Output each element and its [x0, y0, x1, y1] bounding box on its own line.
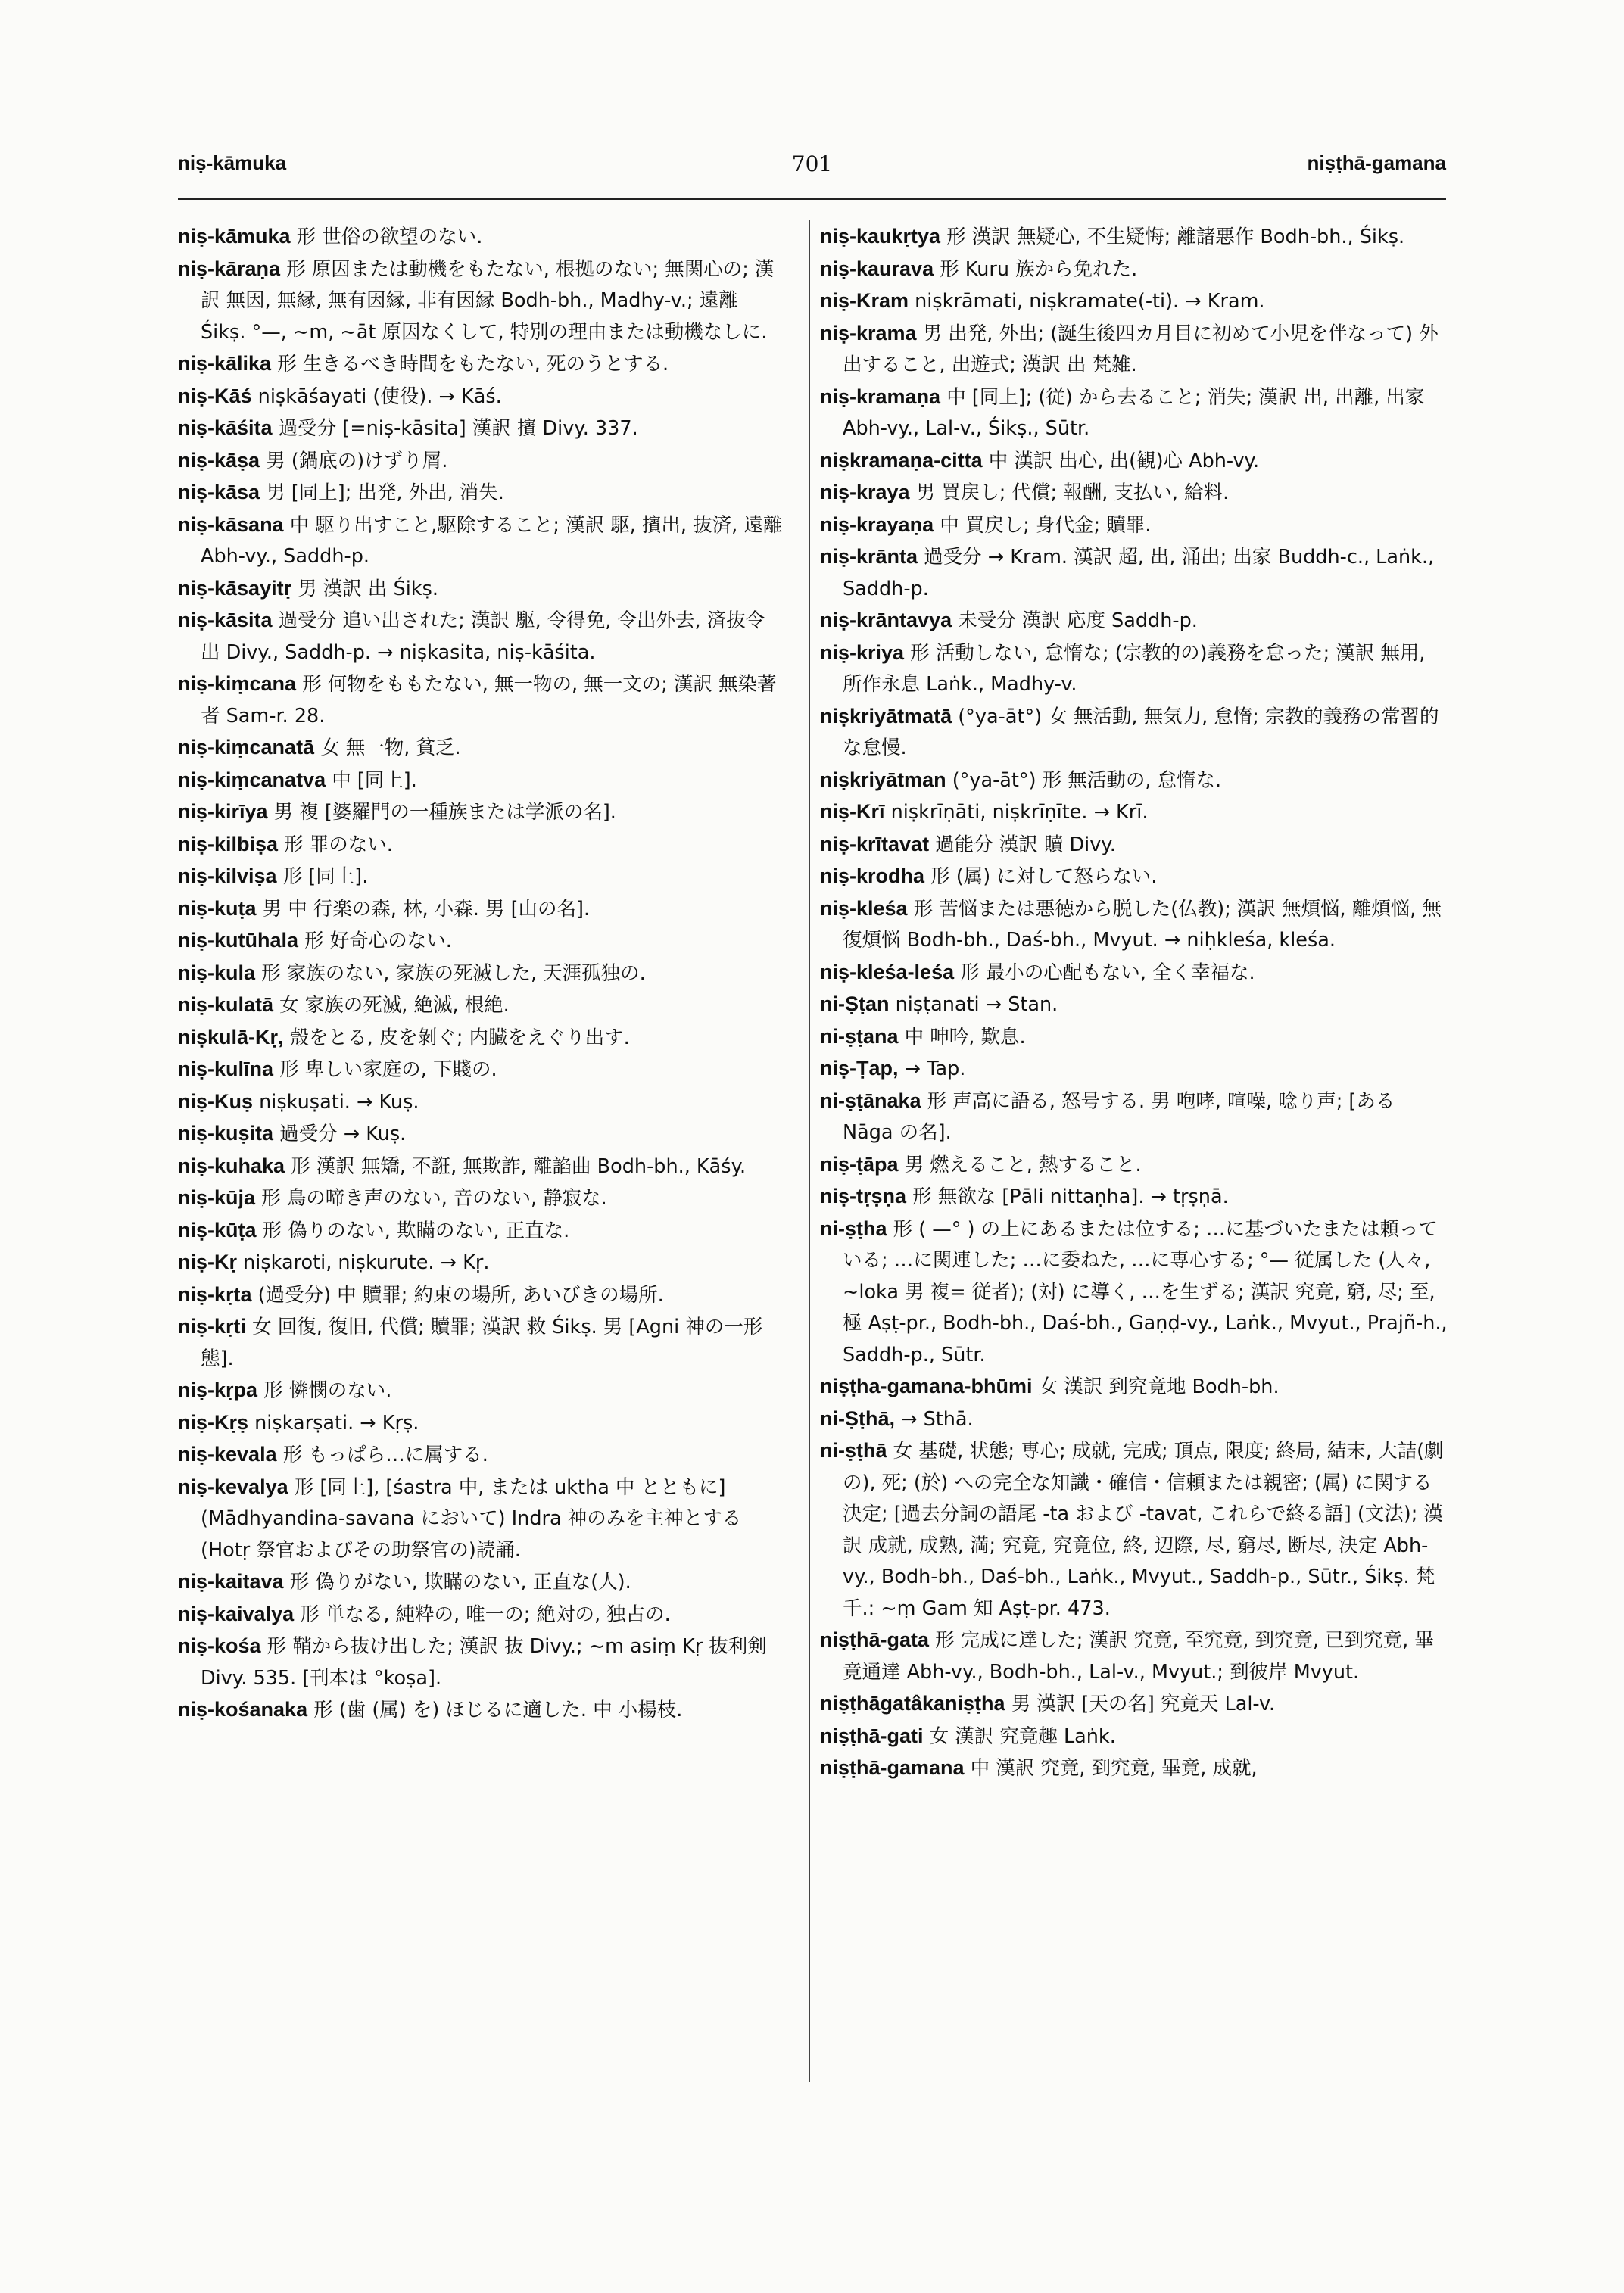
entry-definition: 過受分 → Kuṣ. [279, 1123, 407, 1145]
dictionary-entry [820, 605, 1448, 637]
dictionary-entry [820, 1435, 1448, 1625]
dictionary-entry [820, 285, 1448, 318]
entry-definition: 形 声高に語る, 怒号する. 男 咆哮, 喧噪, 唸り声; [ある Nāga の名]. [843, 1089, 1395, 1144]
entry-headword: niṣ-Krī [820, 800, 885, 823]
entry-definition: 中 漢訳 究竟, 到究竟, 畢竟, 成就, [970, 1757, 1258, 1780]
entry-definition: 形 生きるべき時間をもたない, 死のうとする. [277, 353, 669, 375]
dictionary-entry [178, 1182, 784, 1215]
entry-definition: 形 [同上]. [282, 865, 369, 888]
entry-headword: niṣṭhā-gati [820, 1724, 924, 1747]
entry-definition: 形 原因または動機をもたない, 根拠のない; 無関心の; 漢訳 無因, 無縁, 無有因縁, 非有因縁 Bodh-bh., Madhy-v.; 遠離 Śikṣ. °—, ~m, ~āt 原因なくして, 特別の理由または動機なしに. [201, 257, 775, 344]
entry-definition: (°ya-āt°) 女 無活動, 無気力, 怠惰; 宗教的義務の常習的な怠慢. [843, 705, 1439, 759]
entry-definition: niṣkrīṇāti, niṣkrīṇīte. → Krī. [890, 801, 1149, 824]
dictionary-entry [820, 318, 1448, 382]
dictionary-entry [820, 701, 1448, 765]
entry-headword: ni-Ṣṭhā, [820, 1407, 895, 1430]
entry-definition: 形 漢訳 無疑心, 不生疑悔; 離諸悪作 Bodh-bh., Śikṣ. [946, 226, 1405, 248]
entry-headword: niṣ-kevala [178, 1443, 277, 1466]
entry-definition: 形 活動しない, 怠惰な; (宗教的の)義務を怠った; 漢訳 無用, 所作永息 Laṅk., Madhy-v. [843, 641, 1426, 696]
entry-headword: niṣ-kaukṛtya [820, 225, 941, 248]
dictionary-entry [178, 925, 784, 958]
entry-headword: ni-ṣṭānaka [820, 1089, 921, 1112]
dictionary-entry [178, 1566, 784, 1599]
entry-headword: niṣ-tṛṣṇa [820, 1185, 907, 1207]
entry-headword: niṣ-kāsayitṛ [178, 576, 292, 600]
dictionary-entry [178, 1439, 784, 1472]
entry-definition: 女 漢訳 究竟趣 Laṅk. [929, 1724, 1116, 1748]
entry-definition: niṣkarṣati. → Kṛṣ. [254, 1411, 419, 1435]
entry-headword: niṣ-kaivalya [178, 1602, 295, 1625]
dictionary-entry [820, 796, 1448, 829]
entry-definition: 中 買戻し; 身代金; 贖罪. [940, 513, 1152, 537]
entry-definition: 過受分 [=niṣ-kāsita] 漢訳 擯 Divy. 337. [278, 417, 638, 440]
dictionary-entry [178, 668, 784, 732]
left-column [178, 221, 784, 1727]
entry-headword: niṣ-Kṛṣ [178, 1410, 249, 1434]
dictionary-entry [178, 958, 784, 990]
entry-definition: 形 世俗の欲望のない. [296, 226, 483, 248]
entry-headword: niṣ-krama [820, 321, 917, 344]
dictionary-entry [820, 957, 1448, 989]
entry-definition: 男 買戻し; 代償; 報酬, 支払い, 給料. [915, 481, 1230, 504]
dictionary-entry [178, 509, 784, 573]
dictionary-entry [178, 732, 784, 765]
entry-definition: 男 中 行楽の森, 林, 小森. 男 [山の名]. [262, 897, 591, 921]
dictionary-entry [178, 348, 784, 381]
entry-definition: 過受分 → Kram. 漢訳 超, 出, 涌出; 出家 Buddh-c., Laṅk., Saddh-p. [843, 546, 1435, 600]
dictionary-entry [820, 1625, 1448, 1688]
entry-headword: niṣ-Ṭap, [820, 1057, 899, 1080]
dictionary-entry [178, 221, 784, 254]
dictionary-entry [178, 605, 784, 668]
entry-headword: niṣ-Kṛ [178, 1251, 238, 1273]
dictionary-entry [178, 829, 784, 861]
entry-definition: 男 (鍋底の)けずり屑. [266, 449, 448, 472]
entry-headword: niṣ-kuhaka [178, 1154, 285, 1177]
entry-headword: ni-Ṣṭan [820, 992, 890, 1015]
dictionary-entry [178, 1375, 784, 1407]
entry-headword: niṣ-kāṣa [178, 448, 260, 472]
entry-headword: niṣ-kāsita [178, 609, 273, 631]
entry-headword: niṣ-kirīya [178, 800, 268, 823]
entry-headword: niṣ-kṛti [178, 1315, 247, 1338]
entry-definition: 形 無欲な [Pāli nittaṇha]. → tṛṣṇā. [912, 1185, 1229, 1208]
dictionary-entry [178, 1694, 784, 1727]
entry-definition: 男 出発, 外出; (誕生後四カ月目に初めて小児を伴なって) 外出すること, 出遊式; 漢訳 出 梵雑. [843, 322, 1439, 376]
entry-definition: niṣkaroti, niṣkurute. → Kṛ. [243, 1251, 490, 1274]
dictionary-entry [820, 989, 1448, 1021]
dictionary-entry [178, 989, 784, 1022]
entry-definition: 形 卑しい家庭の, 下賤の. [279, 1058, 497, 1081]
entry-definition: 形 Kuru 族から免れた. [940, 257, 1138, 281]
dictionary-entry [820, 1371, 1448, 1404]
entry-definition: niṣkrāmati, niṣkramate(-ti). → Kram. [915, 290, 1265, 313]
entry-definition: 形 単なる, 純粋の, 唯一の; 絶対の, 独占の. [300, 1603, 671, 1626]
entry-headword: niṣ-kula [178, 961, 256, 984]
entry-definition: 男 燃えること, 熱すること. [904, 1153, 1142, 1176]
entry-headword: niṣ-kriya [820, 640, 905, 664]
entry-headword: niṣ-krītavat [820, 832, 930, 855]
dictionary-entry [820, 893, 1448, 957]
entry-definition: 形 鞘から抜け出した; 漢訳 抜 Divy.; ~m asiṃ Kṛ 抜利剣 Divy. 535. [刊本は °koṣa]. [201, 1635, 767, 1690]
entry-headword: niṣkriyātmatā [820, 704, 952, 727]
entry-definition: → Sthā. [901, 1407, 974, 1431]
entry-definition: 中 漢訳 出心, 出(観)心 Abh-vy. [988, 449, 1260, 472]
entry-definition: 形 もっぱら…に属する. [282, 1444, 488, 1466]
page-number: 701 [791, 151, 833, 176]
entry-headword: niṣ-ṭāpa [820, 1152, 899, 1176]
entry-definition: 形 最小の心配もない, 全く幸福な. [960, 961, 1255, 984]
dictionary-entry [820, 1021, 1448, 1054]
dictionary-entry [820, 445, 1448, 478]
entry-headword: niṣ-kūja [178, 1186, 256, 1209]
entry-definition: (過受分) 中 贖罪; 約束の場所, あいびきの場所. [257, 1283, 664, 1307]
entry-headword: niṣ-kāśita [178, 416, 273, 439]
dictionary-entry [178, 1118, 784, 1151]
entry-headword: niṣ-Kāś [178, 384, 252, 407]
entry-headword: niṣkulā-Kṛ, [178, 1025, 284, 1048]
entry-headword: niṣ-kiṃcanatva [178, 768, 326, 791]
entry-definition: 女 基礎, 状態; 専心; 成就, 完成; 頂点, 限度; 終局, 結末, 大詰(劇の), 死; (於) への完全な知識・確信・信頼または親密; (属) に関する決定; [過去分詞の語尾 -ta および -tavat, これらで終る語] (文法); 漢訳 成就, 成熟, 満; 究竟, 究竟位, 終, 辺際, 尽, 窮尽, 断尽, 決定 Abh-vy., Bodh-bh., Daś-bh., Laṅk., Mvyut., Saddh-p., Sūtr., Śikṣ. 梵千.: ~ṃ Gam 知 Aṣṭ-pr. 473. [843, 1440, 1444, 1620]
dictionary-entry [820, 1752, 1448, 1785]
entry-headword: niṣ-kośa [178, 1634, 261, 1657]
entry-definition: niṣṭanati → Stan. [895, 993, 1058, 1016]
entry-headword: niṣ-krāntavya [820, 609, 952, 631]
dictionary-entry [178, 445, 784, 478]
entry-headword: niṣ-kleśa-leśa [820, 960, 955, 983]
entry-definition: 未受分 漢訳 応度 Saddh-p. [958, 609, 1198, 632]
entry-definition: 形 [同上], [śastra 中, または uktha 中 とともに] (Mādhyandina-savana において) Indra 神のみを主神とする (Hotṛ 祭官およびその助祭官の)読誦. [201, 1475, 742, 1562]
entry-headword: niṣ-kūṭa [178, 1218, 257, 1242]
dictionary-entry [178, 893, 784, 926]
dictionary-entry [178, 381, 784, 413]
dictionary-entry [178, 573, 784, 606]
entry-definition: 過能分 漢訳 贖 Divy. [935, 833, 1116, 856]
entry-headword: niṣṭhā-gata [820, 1628, 930, 1651]
entry-headword: niṣ-kulatā [178, 993, 274, 1016]
dictionary-entry [178, 1086, 784, 1119]
entry-headword: niṣ-kṛta [178, 1282, 252, 1306]
dictionary-entry [820, 1086, 1448, 1149]
header-rule [178, 198, 1446, 200]
entry-headword: ni-ṣṭha [820, 1217, 887, 1240]
entry-definition: 形 憐憫のない. [263, 1379, 392, 1402]
dictionary-entry [820, 1404, 1448, 1436]
entry-definition: 過受分 追い出された; 漢訳 駆, 令得免, 令出外去, 済抜令出 Divy., Saddh-p. → niṣkasita, niṣ-kāśita. [201, 609, 765, 664]
entry-headword: niṣṭhāgatâkaniṣṭha [820, 1692, 1005, 1715]
dictionary-entry [820, 637, 1448, 701]
dictionary-entry [178, 477, 784, 509]
entry-headword: niṣ-kāmuka [178, 225, 291, 248]
entry-headword: niṣ-kāraṇa [178, 257, 281, 280]
entry-definition: niṣkuṣati. → Kuṣ. [259, 1090, 419, 1114]
dictionary-entry [820, 1181, 1448, 1213]
entry-definition: 中 [同上]. [332, 768, 417, 792]
entry-definition: 形 偽りのない, 欺瞞のない, 正直な. [262, 1219, 570, 1242]
entry-definition: 男 漢訳 出 Śikṣ. [298, 577, 438, 600]
entry-definition: 形 好奇心のない. [304, 930, 452, 952]
entry-definition: 形 偽りがない, 欺瞞のない, 正直な(人). [289, 1571, 631, 1594]
entry-definition: 形 (属) に対して怒らない. [930, 865, 1158, 888]
dictionary-entry [178, 1151, 784, 1183]
dictionary-entry [178, 1054, 784, 1086]
dictionary-entry [820, 765, 1448, 797]
right-column [820, 221, 1448, 1785]
dictionary-entry [178, 1599, 784, 1631]
dictionary-entry [178, 1407, 784, 1440]
entry-definition: 形 罪のない. [284, 833, 393, 856]
entry-headword: niṣ-kramaṇa [820, 385, 941, 408]
entry-definition: 女 家族の死滅, 絶滅, 根絶. [279, 994, 510, 1017]
entry-headword: niṣ-krayaṇa [820, 512, 934, 536]
entry-definition: 形 苦悩または悪徳から脱した(仏教); 漢訳 無煩悩, 離煩悩, 無復煩悩 Bodh-bh., Daś-bh., Mvyut. → niḥkleśa, kleśa. [843, 897, 1442, 952]
dictionary-entry [178, 1022, 784, 1055]
dictionary-entry [820, 254, 1448, 286]
entry-definition: 男 [同上]; 出発, 外出, 消失. [266, 481, 504, 504]
dictionary-entry [178, 1279, 784, 1312]
entry-definition: 形 家族のない, 家族の死滅した, 天涯孤独の. [261, 961, 646, 985]
entry-headword: niṣ-kuṭa [178, 896, 257, 920]
dictionary-entry [178, 1215, 784, 1248]
entry-headword: niṣkriyātman [820, 768, 946, 791]
entry-headword: niṣ-krānta [820, 545, 918, 568]
entry-headword: niṣ-kaitava [178, 1570, 284, 1593]
entry-headword: niṣ-kṛpa [178, 1379, 258, 1401]
entry-headword: niṣ-Kuṣ [178, 1089, 254, 1113]
entry-headword: niṣkramaṇa-citta [820, 448, 983, 472]
dictionary-entry [820, 1053, 1448, 1086]
dictionary-entry [178, 861, 784, 893]
entry-headword: niṣ-krodha [820, 865, 925, 887]
dictionary-entry [820, 1213, 1448, 1372]
entry-definition: 女 回復, 復旧, 代償; 贖罪; 漢訳 救 Śikṣ. 男 [Agni 神の一形態]. [201, 1316, 763, 1370]
entry-definition: → Tap. [904, 1058, 966, 1080]
entry-definition: 形 ( —° ) の上にあるまたは位する; …に基づいたまたは頼っている; …に関連した; …に委ねた, …に専心する; °— 従属した (人々, ~loka 男 複= 従者); (対) に導く, …を生ずる; 漢訳 究竟, 窮, 尽; 至, 極 Aṣṭ-pr., Bodh-bh., Daś-bh., Gaṇḍ-vy., Laṅk., Mvyut., Prajñ-h., Saddh-p., Sūtr. [843, 1217, 1448, 1366]
entry-headword: niṣ-kośanaka [178, 1698, 308, 1721]
entry-headword: niṣṭha-gamana-bhūmi [820, 1375, 1033, 1397]
dictionary-entry [178, 1631, 784, 1694]
page-header [178, 151, 1446, 182]
dictionary-entry [820, 1149, 1448, 1182]
entry-definition: 中 駆り出すこと,駆除すること; 漢訳 駆, 擯出, 抜済, 遠離 Abh-vy., Saddh-p. [201, 513, 783, 568]
entry-definition: (°ya-āt°) 形 無活動の, 怠惰な. [952, 768, 1222, 792]
entry-headword: niṣ-kevalya [178, 1475, 288, 1498]
entry-definition: 男 漢訳 [天の名] 究竟天 Lal-v. [1011, 1693, 1276, 1715]
entry-definition: 形 何物をももたない, 無一物の, 無一文の; 漢訳 無染著者 Sam-r. 28. [201, 673, 777, 727]
dictionary-entry [820, 829, 1448, 861]
entry-definition: 形 鳥の啼き声のない, 音のない, 静寂な. [261, 1187, 607, 1210]
entry-headword: niṣ-kālika [178, 352, 272, 375]
entry-definition: niṣkāśayati (使役). → Kāś. [257, 385, 502, 408]
entry-definition: 殼をとる, 皮を剝ぐ; 内臓をえぐり出す. [289, 1026, 630, 1049]
entry-headword: ni-ṣṭhā [820, 1439, 887, 1462]
running-head-left: niṣ-kāmuka [178, 151, 287, 174]
dictionary-entry [178, 796, 784, 829]
entry-headword: niṣ-kulīna [178, 1058, 274, 1080]
entry-definition: 形 漢訳 無矯, 不誑, 無欺詐, 離諂曲 Bodh-bh., Kāśy. [291, 1154, 747, 1178]
entry-headword: niṣ-kraya [820, 481, 910, 503]
dictionary-entry [820, 1721, 1448, 1753]
entry-headword: niṣ-kāsa [178, 481, 260, 503]
entry-headword: niṣṭhā-gamana [820, 1756, 965, 1779]
entry-headword: niṣ-kaurava [820, 257, 934, 280]
entry-headword: niṣ-kāsana [178, 512, 284, 536]
running-head-right: niṣṭhā-gamana [1307, 151, 1446, 174]
entry-headword: niṣ-kilviṣa [178, 865, 277, 887]
entry-headword: niṣ-Kram [820, 289, 909, 312]
entry-definition: 中 呻吟, 歎息. [904, 1025, 1026, 1048]
entry-headword: niṣ-kiṃcanatā [178, 736, 315, 759]
dictionary-entry [178, 1472, 784, 1567]
entry-definition: 男 複 [婆羅門の一種族または学派の名]. [273, 801, 616, 824]
dictionary-entry [178, 1311, 784, 1375]
entry-definition: 形 (歯 (属) を) ほじるに適した. 中 小楊枝. [313, 1699, 683, 1721]
entry-definition: 中 [同上]; (従) から去ること; 消失; 漢訳 出, 出離, 出家 Abh-vy., Lal-v., Śikṣ., Sūtr. [843, 385, 1425, 440]
dictionary-entry [178, 765, 784, 797]
column-divider [809, 220, 810, 2082]
dictionary-entry [820, 477, 1448, 509]
entry-headword: ni-ṣṭana [820, 1024, 899, 1048]
dictionary-entry [820, 509, 1448, 542]
entry-headword: niṣ-kiṃcana [178, 672, 297, 695]
dictionary-entry [820, 221, 1448, 254]
entry-headword: niṣ-kilbiṣa [178, 832, 279, 855]
dictionary-entry [178, 1247, 784, 1279]
entry-definition: 女 漢訳 到究竟地 Bodh-bh. [1038, 1375, 1280, 1398]
dictionary-entry [820, 861, 1448, 893]
dictionary-entry [178, 254, 784, 349]
dictionary-entry [820, 382, 1448, 445]
entry-headword: niṣ-kutūhala [178, 929, 299, 952]
entry-headword: niṣ-kuṣita [178, 1122, 274, 1145]
entry-headword: niṣ-kleśa [820, 896, 908, 920]
dictionary-entry [820, 541, 1448, 605]
dictionary-entry [178, 413, 784, 445]
entry-definition: 女 無一物, 貧乏. [320, 737, 461, 759]
dictionary-entry [820, 1688, 1448, 1721]
entry-definition: 形 完成に達した; 漢訳 究竟, 至究竟, 到究竟, 已到究竟, 畢竟通達 Abh-vy., Bodh-bh., Lal-v., Mvyut.; 到彼岸 Mvyut. [843, 1629, 1434, 1684]
